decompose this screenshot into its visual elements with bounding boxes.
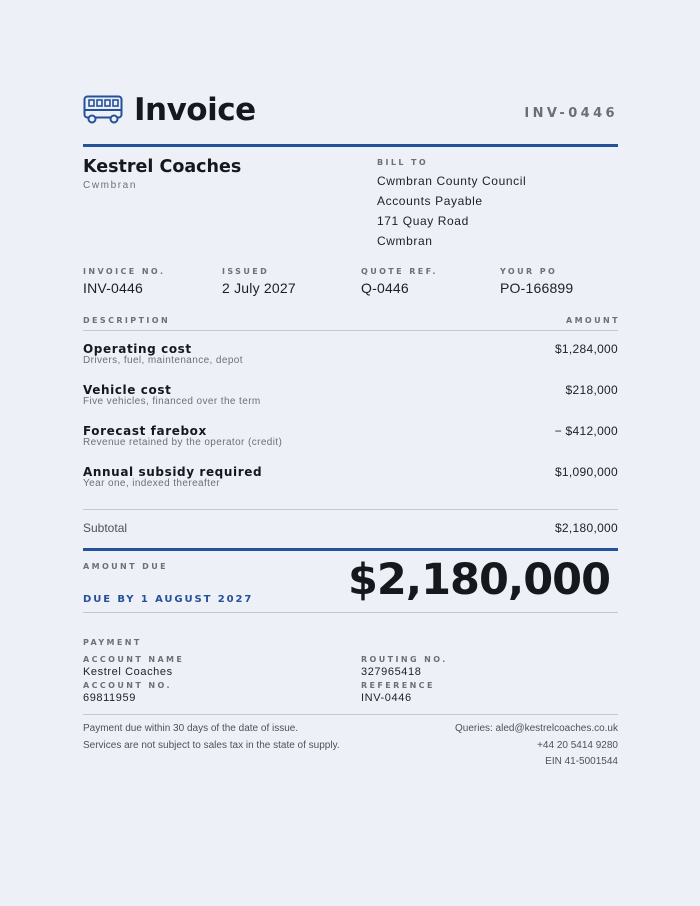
line-item-name: Operating cost [83, 342, 192, 356]
company-location: Cwmbran [83, 180, 137, 191]
line-item-name: Vehicle cost [83, 383, 172, 397]
company-name: Kestrel Coaches [83, 157, 242, 177]
meta-value: Q-0446 [361, 280, 409, 296]
meta-label: YOUR PO [500, 267, 558, 276]
line-item-desc: Revenue retained by the operator (credit) [83, 437, 283, 448]
bus-icon [83, 95, 123, 125]
line-item-amount: − $412,000 [554, 424, 618, 438]
line-item-desc: Five vehicles, financed over the term [83, 396, 261, 407]
footer-note: Payment due within 30 days of the date of issue. [83, 723, 299, 734]
bill-to-line: 171 Quay Road [377, 214, 469, 228]
bill-to-line: Cwmbran [377, 234, 433, 248]
line-item-amount: $1,284,000 [554, 342, 618, 356]
footer-ein: EIN 41-5001544 [545, 756, 618, 767]
amount-due-rule [83, 612, 618, 613]
footer-note: Services are not subject to sales tax in the state of supply. [83, 740, 340, 751]
subtotal-value: $2,180,000 [554, 521, 618, 535]
account-name-label: ACCOUNT NAME [83, 655, 185, 664]
page-title: Invoice [134, 92, 256, 128]
amount-due-value: $2,180,000 [347, 555, 610, 605]
meta-value: PO-166899 [500, 280, 574, 296]
bill-to-line: Cwmbran County Council [377, 174, 527, 188]
line-item-amount: $1,090,000 [554, 465, 618, 479]
line-item-name: Forecast farebox [83, 424, 207, 438]
line-item-amount: $218,000 [565, 383, 618, 397]
bill-to-label: BILL TO [377, 158, 429, 167]
meta-label: INVOICE NO. [83, 267, 166, 276]
bill-to-line: Accounts Payable [377, 194, 483, 208]
meta-label: ISSUED [222, 267, 270, 276]
line-item-name: Annual subsidy required [83, 465, 263, 479]
line-item-desc: Year one, indexed thereafter [83, 478, 221, 489]
account-name: Kestrel Coaches [83, 666, 173, 678]
invoice-number: INV-0446 [524, 106, 618, 121]
account-no-label: ACCOUNT NO. [83, 681, 172, 690]
reference-label: REFERENCE [361, 681, 435, 690]
col-amount: AMOUNT [565, 316, 620, 325]
footer-queries: Queries: aled@kestrelcoaches.co.uk [454, 723, 618, 734]
line-item-desc: Drivers, fuel, maintenance, depot [83, 355, 243, 366]
invoice-page [83, 0, 618, 906]
footer-phone: +44 20 5414 9280 [537, 740, 618, 751]
account-no: 69811959 [83, 692, 136, 704]
header-divider [83, 144, 618, 147]
amount-due-divider [83, 548, 618, 551]
meta-value: 2 July 2027 [222, 280, 296, 296]
meta-value: INV-0446 [83, 280, 143, 296]
subtotal-rule [83, 509, 618, 510]
routing-label: ROUTING NO. [361, 655, 448, 664]
subtotal-label: Subtotal [83, 521, 128, 535]
meta-label: QUOTE REF. [361, 267, 438, 276]
footer-rule [83, 714, 618, 715]
col-description: DESCRIPTION [83, 316, 171, 325]
due-date: DUE BY 1 AUGUST 2027 [83, 594, 254, 605]
amount-due-label: AMOUNT DUE [83, 562, 168, 571]
payment-label: PAYMENT [83, 638, 142, 647]
table-header-rule [83, 330, 618, 331]
reference: INV-0446 [361, 692, 412, 704]
routing-no: 327965418 [361, 666, 422, 678]
